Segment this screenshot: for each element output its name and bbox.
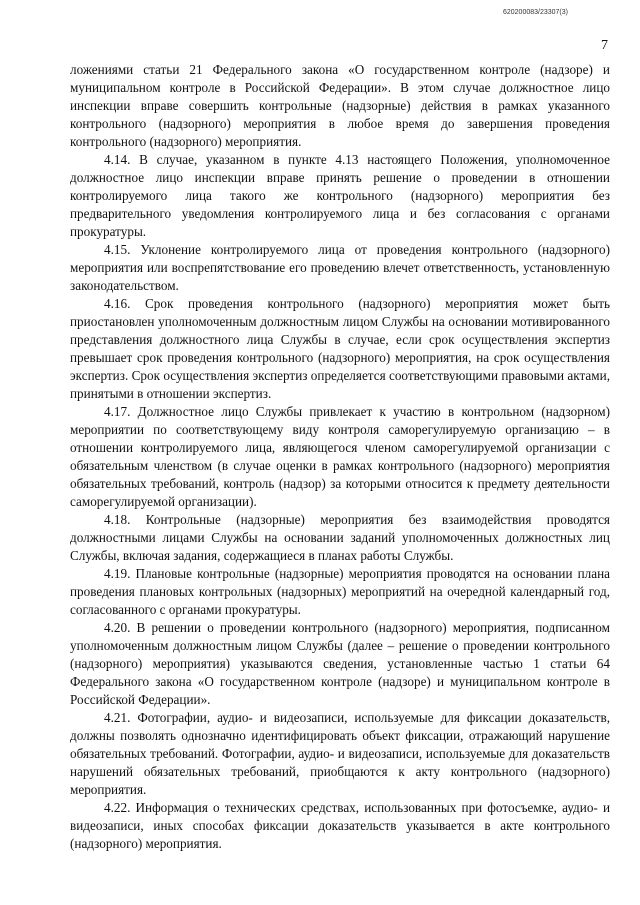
document-body [70, 61, 610, 853]
paragraph-4-16: 4.16. Срок проведения контрольного (надзорного) мероприятия может быть приостановлен уполномоченным должностным лицом Службы на основании мотивированного представления должностного лица Службы в случае, если срок осуществления экспертиз превышает срок проведения контрольного (надзорного) мероприятия, на срок осуществления экспертиз. Срок осуществления экспертиз определяется соответствующими правовыми актами, принятыми в отношении экспертиз. [70, 296, 610, 401]
document-registration-code: 620200083/23307(3) [502, 9, 568, 16]
paragraph-4-20: 4.20. В решении о проведении контрольного (надзорного) мероприятия, подписанном уполномоченным должностным лицом Службы (далее – решение о проведении контрольного (надзорного) мероприятия) указываются сведения, установленные частью 1 статьи 64 Федерального закона «О государственном контроле (надзоре) и муниципальном контроле в Российской Федерации». [70, 620, 610, 707]
paragraph-4-22: 4.22. Информация о технических средствах, использованных при фотосъемке, аудио- и видеозаписи, иных способах фиксации доказательств указывается в акте контрольного (надзорного) мероприятия. [70, 800, 610, 851]
paragraph-4-21: 4.21. Фотографии, аудио- и видеозаписи, используемые для фиксации доказательств, должны позволять однозначно идентифицировать объект фиксации, отражающий нарушение обязательных требований. Фотографии, аудио- и видеозаписи, используемые для доказательств нарушений обязательных требований, приобщаются к акту контрольного (надзорного) мероприятия. [70, 710, 610, 797]
paragraph-4-19: 4.19. Плановые контрольные (надзорные) мероприятия проводятся на основании плана проведения плановых контрольных (надзорных) мероприятий на очередной календарный год, согласованного с органами прокуратуры. [70, 566, 610, 617]
paragraph-4-17: 4.17. Должностное лицо Службы привлекает к участию в контрольном (надзорном) мероприятии по соответствующему виду контроля саморегулируемую организацию – в отношении контролируемого лица, являющегося членом саморегулируемой организации с обязательным членством (в случае оценки в рамках контрольного (надзорного) мероприятия обязательных требований, контроль (надзор) за которыми относится к предмету деятельности саморегулируемой организации). [70, 404, 610, 509]
paragraph-continuation: ложениями статьи 21 Федерального закона «О государственном контроле (надзоре) и муниципальном контроле в Российской Федерации». В этом случае должностное лицо инспекции вправе совершить контрольные (надзорные) действия в рамках указанного контрольного (надзорного) мероприятия в любое время до завершения проведения контрольного (надзорного) мероприятия. [70, 62, 610, 149]
page-number: 7 [601, 38, 608, 53]
paragraph-4-15: 4.15. Уклонение контролируемого лица от проведения контрольного (надзорного) мероприятия или воспрепятствование его проведению влечет ответственность, установленную законодательством. [70, 242, 610, 293]
paragraph-4-18: 4.18. Контрольные (надзорные) мероприятия без взаимодействия проводятся должностными лицами Службы на основании заданий уполномоченных должностных лиц Службы, включая задания, содержащиеся в планах работы Службы. [70, 512, 610, 563]
paragraph-4-14: 4.14. В случае, указанном в пункте 4.13 настоящего Положения, уполномоченное должностное лицо инспекции вправе принять решение о проведении в отношении контролируемого лица такого же контрольного (надзорного) мероприятия без предварительного уведомления контролируемого лица и без согласования с органами прокуратуры. [70, 152, 610, 239]
